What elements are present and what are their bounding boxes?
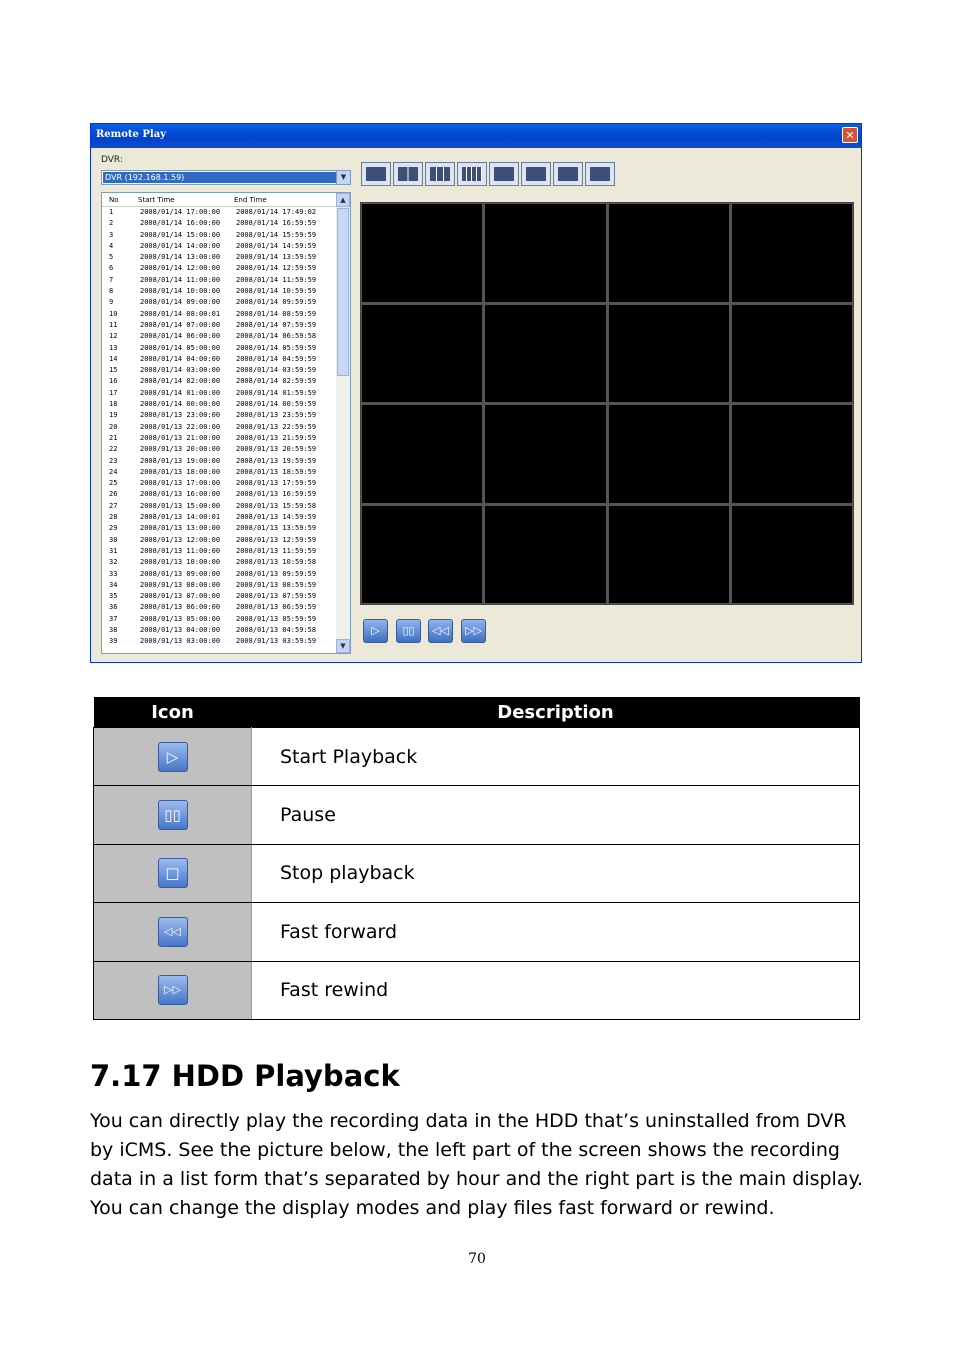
list-item[interactable] [102,535,336,546]
record-end-time: 2008/01/14 02:59:59 [236,377,317,386]
record-number: 38 [109,625,118,634]
record-start-time: 2008/01/14 13:00:00 [140,253,221,262]
list-item[interactable] [102,433,336,444]
record-start-time: 2008/01/14 15:00:00 [140,230,221,239]
record-start-time: 2008/01/13 05:00:00 [140,614,221,623]
list-item[interactable] [102,602,336,613]
record-start-time: 2008/01/14 01:00:00 [140,388,221,397]
record-start-time: 2008/01/13 23:00:00 [140,411,221,420]
table-row [94,961,860,1019]
recording-rows [102,207,336,648]
record-start-time: 2008/01/13 04:00:00 [140,625,221,634]
list-item[interactable] [102,263,336,274]
list-item[interactable] [102,512,336,523]
record-end-time: 2008/01/14 16:59:59 [236,219,317,228]
record-number: 5 [109,253,114,262]
list-item[interactable] [102,478,336,489]
list-item[interactable] [102,207,336,218]
record-start-time: 2008/01/13 14:00:01 [140,513,221,522]
list-item[interactable] [102,444,336,455]
list-item[interactable] [102,230,336,241]
record-start-time: 2008/01/14 07:00:00 [140,320,221,329]
list-item[interactable] [102,410,336,421]
video-channel-15[interactable] [609,506,729,604]
record-start-time: 2008/01/14 06:00:00 [140,332,221,341]
layout-13-button[interactable] [585,162,615,186]
video-display-grid [360,202,854,605]
record-end-time: 2008/01/14 00:59:59 [236,400,317,409]
video-channel-13[interactable] [362,506,482,604]
video-channel-12[interactable] [732,405,852,503]
record-end-time: 2008/01/14 10:59:59 [236,287,317,296]
record-end-time: 2008/01/14 08:59:59 [236,309,317,318]
record-number: 4 [109,241,114,250]
record-end-time: 2008/01/13 08:59:59 [236,580,317,589]
record-end-time: 2008/01/14 07:59:59 [236,320,317,329]
record-number: 34 [109,580,118,589]
video-channel-16[interactable] [732,506,852,604]
record-number: 8 [109,287,114,296]
video-channel-9[interactable] [362,405,482,503]
list-item[interactable] [102,241,336,252]
record-end-time: 2008/01/13 16:59:59 [236,490,317,499]
record-number: 19 [109,411,118,420]
record-start-time: 2008/01/13 21:00:00 [140,433,221,442]
record-end-time: 2008/01/14 11:59:59 [236,275,317,284]
record-start-time: 2008/01/14 05:00:00 [140,343,221,352]
play-button[interactable] [363,619,388,643]
table-row [94,728,860,786]
video-channel-2[interactable] [485,204,605,302]
record-start-time: 2008/01/14 11:00:00 [140,275,221,284]
record-end-time: 2008/01/14 15:59:59 [236,230,317,239]
video-channel-3[interactable] [609,204,729,302]
record-start-time: 2008/01/14 02:00:00 [140,377,221,386]
record-number: 32 [109,558,118,567]
list-item[interactable] [102,376,336,387]
record-start-time: 2008/01/13 22:00:00 [140,422,221,431]
record-end-time: 2008/01/14 17:49:02 [236,208,317,216]
record-start-time: 2008/01/14 04:00:00 [140,354,221,363]
scroll-down-icon[interactable]: ▼ [336,639,350,653]
record-start-time: 2008/01/14 09:00:00 [140,298,221,307]
record-start-time: 2008/01/13 13:00:00 [140,524,221,533]
record-start-time: 2008/01/13 08:00:00 [140,580,221,589]
record-end-time: 2008/01/13 11:59:59 [236,546,317,555]
record-number: 14 [109,354,118,363]
record-end-time: 2008/01/13 23:59:59 [236,411,317,420]
list-item[interactable] [102,546,336,557]
list-item[interactable] [102,489,336,500]
record-end-time: 2008/01/13 15:59:58 [236,501,317,510]
record-end-time: 2008/01/14 06:59:58 [236,332,317,341]
list-item[interactable] [102,467,336,478]
record-end-time: 2008/01/13 09:59:59 [236,569,317,578]
record-end-time: 2008/01/13 21:59:59 [236,433,317,442]
list-item[interactable] [102,388,336,399]
layout-4-button[interactable] [393,162,423,186]
scroll-thumb[interactable] [337,208,349,376]
record-number: 2 [109,219,114,228]
list-item[interactable] [102,636,336,647]
record-number: 1 [109,208,114,216]
list-item[interactable] [102,557,336,568]
record-number: 7 [109,275,114,284]
record-end-time: 2008/01/13 14:59:59 [236,513,317,522]
record-number: 11 [109,320,118,329]
record-start-time: 2008/01/14 10:00:00 [140,287,221,296]
list-item[interactable] [102,569,336,580]
record-start-time: 2008/01/13 18:00:00 [140,467,221,476]
record-number: 23 [109,456,118,465]
list-item[interactable] [102,580,336,591]
record-start-time: 2008/01/13 15:00:00 [140,501,221,510]
record-number: 20 [109,422,118,431]
table-header-row [94,697,860,728]
record-number: 25 [109,479,118,488]
description-cell: Pause [252,786,860,844]
forward-button[interactable] [461,619,486,643]
pause-button[interactable] [396,619,421,643]
list-item[interactable] [102,456,336,467]
record-end-time: 2008/01/14 05:59:59 [236,343,317,352]
record-start-time: 2008/01/13 11:00:00 [140,546,221,555]
video-channel-6[interactable] [485,305,605,403]
description-cell: Stop playback [252,844,860,902]
record-end-time: 2008/01/13 07:59:59 [236,592,317,601]
section-paragraph: You can directly play the recording data in the HDD that’s uninstalled from DVR by iCMS. See the picture below, the left part of the screen shows the recording data in a list form that’s separated by hour and the right part is the main display. You can change the display modes and play files fast forward or rewind. [90,1110,864,1219]
record-number: 29 [109,524,118,533]
record-start-time: 2008/01/14 14:00:00 [140,241,221,250]
record-number: 6 [109,264,114,273]
table-row [94,844,860,902]
stop-icon: □ [158,858,188,888]
record-end-time: 2008/01/14 13:59:59 [236,253,317,262]
list-item[interactable] [102,501,336,512]
col-header-no[interactable]: No [109,196,119,204]
list-item[interactable] [102,297,336,308]
record-end-time: 2008/01/14 12:59:59 [236,264,317,273]
record-end-time: 2008/01/13 05:59:59 [236,614,317,623]
record-number: 30 [109,535,118,544]
col-header-start-time[interactable]: Start Time [138,196,175,204]
record-end-time: 2008/01/14 04:59:59 [236,354,317,363]
fast-forward-icon: ▷▷ [158,975,188,1005]
record-start-time: 2008/01/13 17:00:00 [140,479,221,488]
table-row [94,903,860,961]
record-start-time: 2008/01/13 09:00:00 [140,569,221,578]
record-start-time: 2008/01/14 16:00:00 [140,219,221,228]
record-number: 12 [109,332,118,341]
list-item[interactable] [102,309,336,320]
recording-list[interactable] [101,192,351,654]
record-number: 16 [109,377,118,386]
rewind-icon: ◁◁ [158,917,188,947]
layout-1-button[interactable] [361,162,391,186]
record-end-time: 2008/01/14 09:59:59 [236,298,317,307]
fast-forward-icon: ▷▷ [465,624,482,637]
record-start-time: 2008/01/13 06:00:00 [140,603,221,612]
record-end-time: 2008/01/13 22:59:59 [236,422,317,431]
video-channel-4[interactable] [732,204,852,302]
list-item[interactable] [102,614,336,625]
play-icon: ▷ [371,624,380,637]
record-end-time: 2008/01/14 03:59:59 [236,366,317,375]
record-end-time: 2008/01/13 03:59:59 [236,637,317,646]
video-channel-11[interactable] [609,405,729,503]
list-item[interactable] [102,343,336,354]
record-start-time: 2008/01/13 19:00:00 [140,456,221,465]
layout-8-button[interactable] [521,162,551,186]
list-item[interactable] [102,354,336,365]
rewind-icon: ◁◁ [432,624,449,637]
record-number: 17 [109,388,118,397]
video-channel-8[interactable] [732,305,852,403]
record-number: 37 [109,614,118,623]
record-start-time: 2008/01/14 08:00:01 [140,309,221,318]
record-start-time: 2008/01/14 17:00:00 [140,208,221,216]
record-number: 13 [109,343,118,352]
play-icon: ▷ [158,742,188,772]
header-icon: Icon [94,697,252,728]
video-channel-10[interactable] [485,405,605,503]
list-item[interactable] [102,218,336,229]
record-number: 18 [109,400,118,409]
chevron-down-icon[interactable]: ▼ [336,171,350,184]
record-start-time: 2008/01/13 03:00:00 [140,637,221,646]
list-item[interactable] [102,399,336,410]
list-item[interactable] [102,320,336,331]
description-cell: Fast rewind [252,961,860,1019]
record-start-time: 2008/01/13 16:00:00 [140,490,221,499]
record-number: 3 [109,230,114,239]
list-item[interactable] [102,275,336,286]
record-number: 39 [109,637,118,646]
pause-icon: ▯▯ [402,624,415,637]
list-item[interactable] [102,422,336,433]
list-item[interactable] [102,286,336,297]
layout-6-button[interactable] [489,162,519,186]
record-end-time: 2008/01/13 12:59:59 [236,535,317,544]
header-description: Description [252,697,860,728]
pause-icon: ▯▯ [158,800,188,830]
video-channel-14[interactable] [485,506,605,604]
section-heading: 7.17 HDD Playback [90,1059,400,1093]
record-number: 27 [109,501,118,510]
record-number: 22 [109,445,118,454]
dvr-select[interactable] [101,170,351,185]
record-end-time: 2008/01/13 06:59:59 [236,603,317,612]
video-channel-7[interactable] [609,305,729,403]
list-item[interactable] [102,365,336,376]
recording-list-header [102,193,336,207]
record-number: 26 [109,490,118,499]
list-item[interactable] [102,523,336,534]
record-end-time: 2008/01/14 01:59:59 [236,388,317,397]
record-end-time: 2008/01/13 10:59:58 [236,558,317,567]
record-start-time: 2008/01/14 00:00:00 [140,400,221,409]
col-header-end-time[interactable]: End Time [234,196,267,204]
rewind-button[interactable] [428,619,453,643]
record-start-time: 2008/01/14 12:00:00 [140,264,221,273]
list-item[interactable] [102,252,336,263]
description-cell: Start Playback [252,728,860,786]
description-cell: Fast forward [252,903,860,961]
record-number: 36 [109,603,118,612]
remote-play-window [90,123,862,663]
record-end-time: 2008/01/13 04:59:58 [236,625,317,634]
video-channel-1[interactable] [362,204,482,302]
record-number: 24 [109,467,118,476]
icon-description-table [93,697,860,1020]
record-end-time: 2008/01/13 13:59:59 [236,524,317,533]
record-number: 15 [109,366,118,375]
list-item[interactable] [102,591,336,602]
scroll-up-icon[interactable]: ▲ [336,193,350,207]
list-item[interactable] [102,625,336,636]
record-start-time: 2008/01/13 12:00:00 [140,535,221,544]
dvr-label: DVR: [101,155,123,165]
record-start-time: 2008/01/13 10:00:00 [140,558,221,567]
record-start-time: 2008/01/13 07:00:00 [140,592,221,601]
page-number: 70 [468,1251,486,1267]
record-start-time: 2008/01/14 03:00:00 [140,366,221,375]
record-number: 21 [109,433,118,442]
record-end-time: 2008/01/13 20:59:59 [236,445,317,454]
record-number: 35 [109,592,118,601]
list-item[interactable] [102,331,336,342]
layout-10-button[interactable] [553,162,583,186]
window-titlebar [91,124,861,148]
window-title: Remote Play [96,129,166,140]
dvr-select-value: DVR (192.168.1.59) [103,172,336,183]
close-button[interactable]: ✕ [842,127,858,143]
record-number: 31 [109,546,118,555]
table-row [94,786,860,844]
list-scrollbar[interactable] [336,193,350,653]
video-channel-5[interactable] [362,305,482,403]
layout-16-button[interactable] [457,162,487,186]
record-number: 9 [109,298,114,307]
record-number: 33 [109,569,118,578]
record-end-time: 2008/01/13 17:59:59 [236,479,317,488]
record-number: 10 [109,309,118,318]
record-end-time: 2008/01/13 19:59:59 [236,456,317,465]
layout-9-button[interactable] [425,162,455,186]
record-end-time: 2008/01/13 18:59:59 [236,467,317,476]
record-number: 28 [109,513,118,522]
record-end-time: 2008/01/14 14:59:59 [236,241,317,250]
record-start-time: 2008/01/13 20:00:00 [140,445,221,454]
